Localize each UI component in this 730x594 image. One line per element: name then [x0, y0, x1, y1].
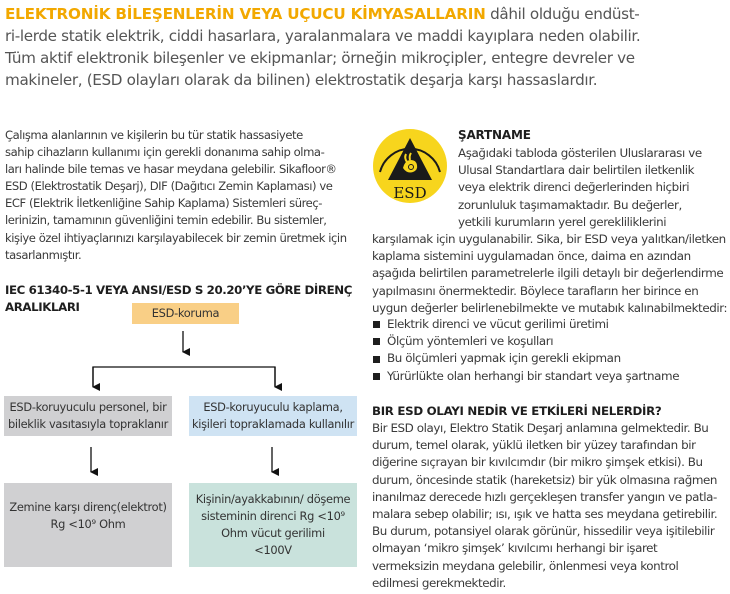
branch-connector	[93, 367, 275, 386]
spec-line: Ulusal Standartlara dair belirtilen iletkenlik	[458, 163, 695, 178]
left-paragraph-line: sahip cihazların kullanımı için gerekli donanıma sahip olma-	[5, 145, 325, 160]
list-item	[372, 368, 727, 385]
box-esd-protection	[132, 303, 239, 324]
spec-title: ŞARTNAME	[458, 128, 531, 142]
intro-line-3: Tüm aktif elektronik bileşenler ve ekipmanlar; örneğin mikroçipler, entegre devreler ve	[5, 49, 635, 67]
left-paragraph-line: ları halinde bile temas ve hasar meydana gelebilir. Sikafloor®	[5, 162, 337, 177]
box-text-line: Ohm vücut gerilimi	[221, 526, 325, 540]
left-paragraph-line: ESD (Elektrostatik Deşarj), DIF (Dağıtıcı Zemin Kaplaması) ve	[5, 179, 333, 194]
diagram-title-line: IEC 61340-5-1 VEYA ANSI/ESD S 20.20’YE GÖRE DİRENÇ	[5, 283, 352, 297]
esd-event-line: vermeksizin meydana gelebilir, önlenmesi veya kontrol	[372, 558, 679, 573]
box-text-line: sisteminin direnci Rg <10⁹	[201, 509, 345, 523]
esd-event-paragraph	[372, 420, 730, 592]
spec-line: uygun değerler belirlenebilmekte ve mutabık kalınabilmektedir:	[372, 300, 728, 315]
square-bullet-icon	[373, 338, 380, 345]
square-bullet-icon	[373, 356, 380, 363]
intro-highlight: ELEKTRONİK BİLEŞENLERİN VEYA UÇUCU KİMYASALLARIN	[5, 5, 486, 23]
box-text-line: Kişinin/ayakkabının/ döşeme	[195, 492, 351, 506]
left-paragraph	[5, 127, 365, 264]
esd-event-line: durum, temel olarak, yüklü iletken bir yüzey tarafından bir	[372, 438, 696, 453]
box-esd-protection-label: ESD-koruma	[151, 306, 220, 320]
esd-event-line: Bu durum, potansiyel olarak görünür, hissedilir veya işitilebilir	[372, 524, 715, 539]
spec-line: karşılamak için uygulanabilir. Sika, bir ESD veya yalıtkan/iletken	[372, 232, 726, 247]
square-bullet-icon	[373, 321, 380, 328]
box-ground-resistance	[4, 483, 172, 567]
left-paragraph-line: tasarlanmıştır.	[5, 247, 82, 262]
esd-event-line: inanılmaz derecede hızlı gerçekleşen transfer yangın ve patla-	[372, 489, 717, 504]
box-text-line: Rg <10⁹ Ohm	[50, 517, 126, 531]
esd-event-title: BIR ESD OLAYI NEDİR VE ETKİLERİ NELERDİR?	[372, 404, 662, 418]
intro-paragraph	[5, 3, 725, 91]
box-coating-grounding	[189, 396, 357, 436]
list-item	[372, 333, 727, 350]
box-personnel-grounding	[4, 396, 172, 436]
spec-line: veya elektrik direnci değerlerinden hiçbiri	[458, 180, 690, 195]
spec-paragraph	[372, 145, 727, 317]
spec-bullet-list	[372, 316, 727, 385]
esd-logo-label: ESD	[393, 184, 427, 202]
box-text-line: Zemine karşı direnç(elektrot)	[9, 500, 167, 514]
list-item-text: Elektrik direnci ve vücut gerilimi üretimi	[387, 317, 609, 331]
spec-line: yetkili kurumların yerel gerekliliklerini	[458, 214, 667, 229]
left-paragraph-line: kişiye özel ihtiyaçlarınızı karşılayabilecek bir zemin üretmek için	[5, 230, 347, 245]
list-item	[372, 316, 727, 333]
box-text-line: ESD-koruyuculu kaplama,	[203, 400, 343, 414]
esd-event-line: malara sebep olabilir; ısı, ışık ve hatta ses meydana getirebilir.	[372, 507, 718, 522]
list-item-text: Ölçüm yöntemleri ve koşulları	[387, 334, 554, 349]
esd-event-line: olmayan ‘mikro şimşek’ kıvılcımı herhangi bir işaret	[372, 541, 658, 556]
intro-line-1	[5, 3, 725, 25]
diagram-title-line: ARALIKLARI	[5, 299, 80, 314]
box-text-line: ESD-koruyuculu personel, bir	[9, 400, 167, 414]
box-system-resistance	[189, 483, 357, 567]
spec-line: Aşağıdaki tabloda gösterilen Uluslararası ve	[458, 146, 702, 160]
left-paragraph-line: Çalışma alanlarının ve kişilerin bu tür statik hassasiyete	[5, 128, 303, 142]
esd-event-line: diğerine sıçrayan bir kıvılcımdır (bir mikro şimşek etkisi). Bu	[372, 455, 703, 470]
spec-line: aşağıda belirtilen parametrelerle ilgili detaylı bir değerlendirme	[372, 266, 724, 281]
left-paragraph-line: ECF (Elektrik İletkenliğine Sahip Kaplama) Sistemleri süreç-	[5, 196, 322, 211]
spec-line: yapılmasını önermektedir. Böylece tarafların her birince en	[372, 283, 699, 298]
intro-line-4: makineler, (ESD olayları olarak da bilinen) elektrostatik deşarja karşı hassaslardır.	[5, 71, 598, 89]
spec-line: zorunluluk taşımamaktadır. Bu değerler,	[458, 197, 682, 212]
left-paragraph-line: lerinizin, tamamının güvenliğini temin edebilir. Bu sistemler,	[5, 213, 327, 228]
list-item-text: Yürürlükte olan herhangi bir standart veya şartname	[387, 368, 680, 383]
box-text-line: <100V	[254, 543, 292, 557]
intro-line-1-rest: dâhil olduğu endüst-	[485, 5, 640, 23]
box-text-line: kişileri topraklamada kullanılır	[191, 417, 355, 431]
esd-event-line: durum, öncesinde statik (hareketsiz) bir yük olmasına rağmen	[372, 472, 718, 487]
intro-line-2: ri-lerde statik elektrik, ciddi hasarlara, yaralanmalara ve maddi kayıplara neden olabilir.	[5, 27, 641, 45]
box-text-line: bileklik vasıtasıyla topraklanır	[7, 417, 169, 431]
esd-event-line: edilmesi gerekmektedir.	[372, 575, 506, 590]
list-item-text: Bu ölçümleri yapmak için gerekli ekipman	[387, 351, 621, 366]
esd-event-line: Bir ESD olayı, Elektro Statik Deşarj anlamına gelmektedir. Bu	[372, 421, 709, 435]
list-item	[372, 350, 727, 367]
spec-line: kaplama sistemini uygulamadan önce, daima en azından	[372, 249, 691, 264]
square-bullet-icon	[373, 373, 380, 380]
